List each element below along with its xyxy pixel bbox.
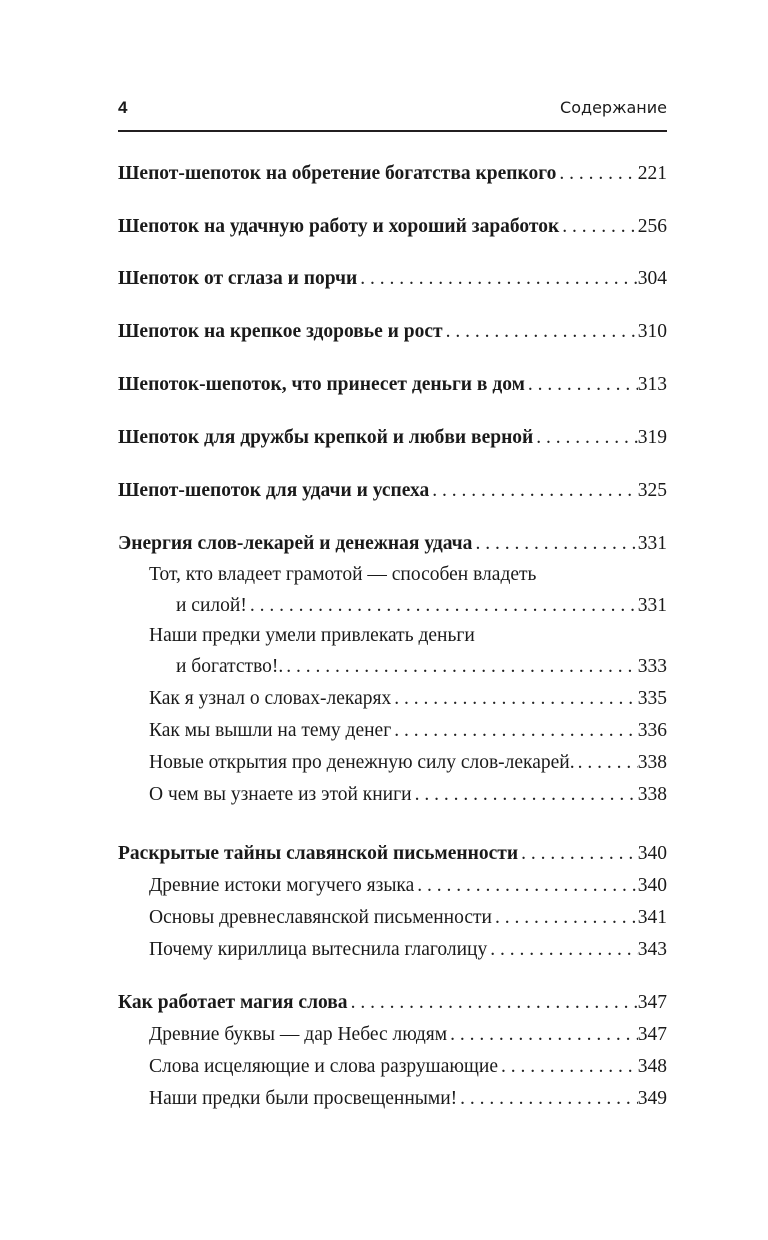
- dot-leader: [412, 784, 638, 806]
- toc-entry-page: 336: [637, 720, 667, 741]
- toc-subentry[interactable]: [176, 656, 667, 682]
- toc-entry-title: Раскрытые тайны славянской письменности: [118, 843, 519, 864]
- toc-entry-title: Как мы вышли на тему денег: [149, 720, 392, 741]
- toc-entry-page: 347: [637, 1024, 667, 1045]
- toc-entry-title: Шепоток на удачную работу и хороший заработок: [118, 216, 560, 237]
- toc-entry-title: и силой!: [176, 595, 247, 616]
- running-header: [118, 98, 667, 132]
- toc-entry-page: 338: [637, 752, 667, 773]
- dot-leader: [559, 216, 638, 238]
- page-number: 4: [118, 98, 128, 117]
- toc-entry-page: 347: [637, 992, 667, 1013]
- dot-leader: [391, 688, 638, 710]
- toc-entry-title: Шепоток-шепоток, что принесет деньги в дом: [118, 374, 525, 395]
- toc-entry[interactable]: [118, 533, 667, 559]
- toc-entry-page: 304: [637, 268, 667, 289]
- toc-entry[interactable]: [118, 374, 667, 400]
- toc-entry-page: 349: [637, 1088, 667, 1109]
- dot-leader: [533, 427, 637, 449]
- toc-entry[interactable]: [118, 216, 667, 242]
- toc-subentry[interactable]: [149, 939, 667, 965]
- toc-subentry[interactable]: [149, 875, 667, 901]
- toc-entry-title: Слова исцеляющие и слова разрушающие: [149, 1056, 499, 1077]
- toc-entry-title: Шепоток от сглаза и порчи: [118, 268, 358, 289]
- toc-entry-title: О чем вы узнаете из этой книги: [149, 784, 412, 805]
- toc-entry-page: 348: [637, 1056, 667, 1077]
- toc-entry-page: 331: [637, 533, 667, 554]
- toc-entry-page: 319: [637, 427, 667, 448]
- toc-subentry[interactable]: [149, 784, 667, 810]
- dot-leader: [525, 374, 638, 396]
- toc-entry-page: 256: [637, 216, 667, 237]
- dot-leader: [575, 752, 638, 774]
- toc-entry-page: 343: [637, 939, 667, 960]
- toc-entry[interactable]: [118, 163, 667, 189]
- toc-subentry[interactable]: [149, 1088, 667, 1114]
- toc-entry-page: 331: [637, 595, 667, 616]
- toc-entry[interactable]: [118, 268, 667, 294]
- toc-subentry[interactable]: [149, 720, 667, 746]
- toc-entry-title: Основы древнеславянской письменности: [149, 907, 492, 928]
- toc-entry-page: 335: [637, 688, 667, 709]
- toc-subentry[interactable]: [149, 907, 667, 933]
- toc-entry-page: 333: [637, 656, 667, 677]
- toc-entry-title: Шепоток на крепкое здоровье и рост: [118, 321, 443, 342]
- dot-leader: [487, 939, 638, 961]
- toc-entry-page: 313: [637, 374, 667, 395]
- toc-entry-title: Древние истоки могучего языка: [149, 875, 415, 896]
- toc-subentry-line[interactable]: Наши предки умели привлекать деньги: [149, 625, 475, 646]
- toc-entry[interactable]: [118, 321, 667, 347]
- dot-leader: [391, 720, 638, 742]
- toc-entry-title: Шепоток для дружбы крепкой и любви верной: [118, 427, 534, 448]
- toc-entry-title: Древние буквы — дар Небес людям: [149, 1024, 448, 1045]
- running-title: Содержание: [560, 98, 667, 117]
- toc-entry-page: 221: [637, 163, 667, 184]
- dot-leader: [429, 480, 638, 502]
- toc-entry-page: 340: [637, 843, 667, 864]
- dot-leader: [492, 907, 638, 929]
- toc-entry-title: Почему кириллица вытеснила глаголицу: [149, 939, 488, 960]
- toc-entry-page: 310: [637, 321, 667, 342]
- toc-subentry[interactable]: [149, 752, 667, 778]
- toc-entry-page: 325: [637, 480, 667, 501]
- dot-leader: [457, 1088, 638, 1110]
- dot-leader: [472, 533, 637, 555]
- toc-entry-title: Шепот-шепоток на обретение богатства крепкого: [118, 163, 557, 184]
- toc-entry-title: Новые открытия про денежную силу слов-лекарей.: [149, 752, 575, 773]
- toc-subentry[interactable]: [149, 1056, 667, 1082]
- toc-subentry[interactable]: [176, 595, 667, 621]
- toc-subentry[interactable]: [149, 688, 667, 714]
- toc-entry-title: Наши предки были просвещенными!: [149, 1088, 458, 1109]
- dot-leader: [357, 268, 637, 290]
- toc-entry[interactable]: [118, 992, 667, 1018]
- dot-leader: [556, 163, 637, 185]
- toc-subentry-line[interactable]: Тот, кто владеет грамотой — способен владеть: [149, 564, 537, 585]
- toc-entry-title: Энергия слов-лекарей и денежная удача: [118, 533, 473, 554]
- toc-subentry[interactable]: [149, 1024, 667, 1050]
- toc-entry-title: и богатство!.: [176, 656, 284, 677]
- dot-leader: [447, 1024, 638, 1046]
- toc-entry-title: Как работает магия слова: [118, 992, 348, 1013]
- toc-entry-page: 341: [637, 907, 667, 928]
- dot-leader: [414, 875, 638, 897]
- toc-entry-title: Шепот-шепоток для удачи и успеха: [118, 480, 430, 501]
- toc-entry-page: 340: [637, 875, 667, 896]
- dot-leader: [498, 1056, 638, 1078]
- toc-entry[interactable]: [118, 480, 667, 506]
- toc-entry-title: Как я узнал о словах-лекарях: [149, 688, 392, 709]
- toc-entry[interactable]: [118, 843, 667, 869]
- toc-entry[interactable]: [118, 427, 667, 453]
- dot-leader: [443, 321, 638, 343]
- dot-leader: [283, 656, 637, 678]
- toc-entry-page: 338: [637, 784, 667, 805]
- dot-leader: [247, 595, 638, 617]
- dot-leader: [348, 992, 638, 1014]
- dot-leader: [518, 843, 638, 865]
